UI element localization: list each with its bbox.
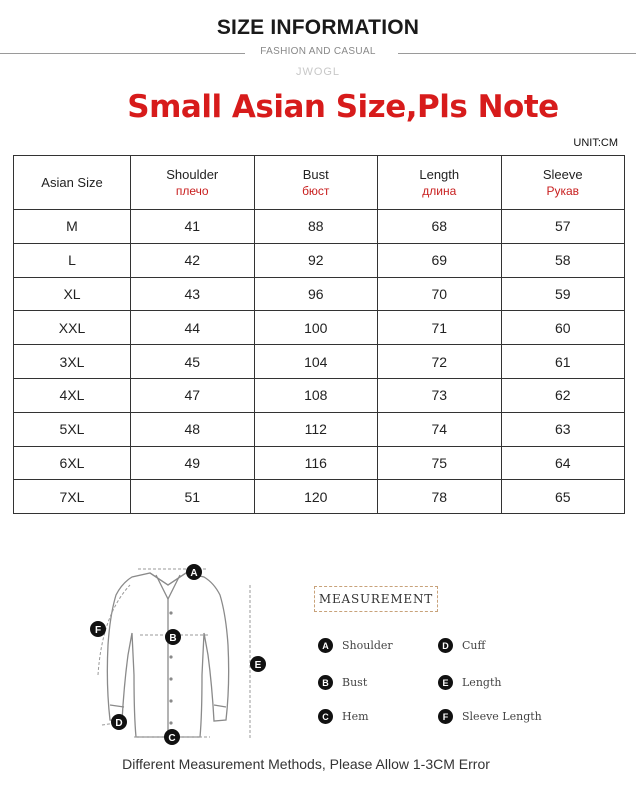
length-cell: 69	[378, 243, 502, 277]
legend-item-length	[438, 675, 501, 690]
table-row	[14, 210, 625, 244]
header-sleeve-label: Sleeve	[542, 166, 583, 182]
measurement-error-note: Different Measurement Methods, Please Allow 1-3CM Error	[122, 756, 490, 772]
sleeve-cell: 57	[501, 210, 625, 244]
size-notice-headline: Small Asian Size,Pls Note	[127, 89, 559, 125]
size-cell: 5XL	[14, 412, 131, 446]
sleeve-cell: 61	[501, 345, 625, 379]
size-cell: M	[14, 210, 131, 244]
shoulder-cell: 44	[131, 311, 255, 345]
header-length-label: Length	[419, 166, 460, 182]
shoulder-cell: 41	[131, 210, 255, 244]
size-cell: XXL	[14, 311, 131, 345]
shoulder-cell: 47	[131, 378, 255, 412]
table-row	[14, 446, 625, 480]
table-row	[14, 378, 625, 412]
header-asian-size-label: Asian Size	[41, 175, 103, 190]
legend-item-sleeve-length	[438, 709, 542, 724]
sleeve-cell: 64	[501, 446, 625, 480]
legend-marker-d-icon: D	[438, 638, 453, 653]
header-shoulder	[131, 156, 255, 210]
header-sleeve-ru: Рукав	[546, 183, 580, 198]
sleeve-cell: 60	[501, 311, 625, 345]
size-cell: 4XL	[14, 378, 131, 412]
bust-cell: 116	[254, 446, 378, 480]
shirt-outline-icon	[107, 573, 228, 737]
legend-label: Cuff	[462, 639, 486, 652]
shoulder-cell: 43	[131, 277, 255, 311]
brand-watermark: JWOGL	[295, 66, 341, 78]
bust-cell: 108	[254, 378, 378, 412]
bust-cell: 92	[254, 243, 378, 277]
page-title: SIZE INFORMATION	[216, 16, 420, 39]
header-bust-label: Bust	[302, 166, 329, 182]
table-row	[14, 412, 625, 446]
table-row	[14, 345, 625, 379]
legend-item-hem	[318, 709, 369, 724]
bust-cell: 88	[254, 210, 378, 244]
table-row	[14, 311, 625, 345]
header-bust	[254, 156, 378, 210]
length-cell: 70	[378, 277, 502, 311]
length-cell: 73	[378, 378, 502, 412]
legend-label: Hem	[342, 710, 369, 723]
bust-cell: 104	[254, 345, 378, 379]
table-row	[14, 243, 625, 277]
header-bust-ru: бюст	[302, 183, 330, 198]
shoulder-cell: 42	[131, 243, 255, 277]
header-shoulder-ru: плечо	[175, 183, 209, 198]
header-sleeve	[501, 156, 625, 210]
marker-e-icon	[250, 656, 266, 672]
legend-label: Sleeve Length	[462, 710, 542, 723]
bust-cell: 96	[254, 277, 378, 311]
size-cell: XL	[14, 277, 131, 311]
sleeve-cell: 59	[501, 277, 625, 311]
legend-label: Bust	[342, 676, 368, 689]
legend-marker-c-icon: C	[318, 709, 333, 724]
table-row	[14, 277, 625, 311]
length-cell: 68	[378, 210, 502, 244]
legend-marker-a-icon: A	[318, 638, 333, 653]
marker-a-label: A	[190, 568, 198, 579]
header-asian-size	[14, 156, 131, 210]
legend-label: Length	[462, 676, 502, 689]
sleeve-cell: 65	[501, 480, 625, 514]
shirt-measurement-diagram	[80, 555, 280, 755]
measurement-legend-title: MEASUREMENT	[314, 586, 438, 612]
sleeve-cell: 63	[501, 412, 625, 446]
size-cell: 7XL	[14, 480, 131, 514]
legend-marker-f-icon: F	[438, 709, 453, 724]
size-cell: L	[14, 243, 131, 277]
header-length-ru: длина	[422, 183, 457, 198]
marker-b-icon	[165, 629, 181, 645]
marker-e-label: E	[254, 660, 262, 671]
length-cell: 75	[378, 446, 502, 480]
bust-cell: 100	[254, 311, 378, 345]
size-table	[13, 155, 625, 514]
marker-d-icon	[111, 714, 127, 730]
marker-c-icon	[164, 729, 180, 745]
length-cell: 74	[378, 412, 502, 446]
marker-c-label: C	[168, 733, 176, 744]
divider-line-right	[398, 53, 636, 54]
shoulder-cell: 45	[131, 345, 255, 379]
legend-marker-e-icon: E	[438, 675, 453, 690]
table-row	[14, 480, 625, 514]
bust-cell: 120	[254, 480, 378, 514]
size-cell: 3XL	[14, 345, 131, 379]
bust-cell: 112	[254, 412, 378, 446]
marker-b-label: B	[169, 633, 177, 644]
legend-label: Shoulder	[342, 639, 393, 652]
subtitle: FASHION AND CASUAL	[260, 46, 376, 57]
marker-f-icon	[90, 621, 106, 637]
header-length	[378, 156, 502, 210]
length-cell: 72	[378, 345, 502, 379]
legend-item-cuff	[438, 638, 485, 653]
length-cell: 78	[378, 480, 502, 514]
legend-marker-b-icon: B	[318, 675, 333, 690]
size-cell: 6XL	[14, 446, 131, 480]
marker-d-label: D	[115, 718, 123, 729]
size-table-header	[14, 156, 625, 210]
shoulder-cell: 49	[131, 446, 255, 480]
header-shoulder-label: Shoulder	[166, 166, 219, 182]
marker-a-icon	[186, 564, 202, 580]
sleeve-cell: 62	[501, 378, 625, 412]
shoulder-cell: 48	[131, 412, 255, 446]
subtitle-divider	[0, 46, 636, 60]
shoulder-cell: 51	[131, 480, 255, 514]
shirt-buttons	[169, 611, 172, 724]
sleeve-cell: 58	[501, 243, 625, 277]
legend-item-shoulder	[318, 638, 393, 653]
unit-label: UNIT:CM	[573, 137, 618, 149]
legend-item-bust	[318, 675, 367, 690]
marker-f-label: F	[94, 625, 102, 636]
length-cell: 71	[378, 311, 502, 345]
